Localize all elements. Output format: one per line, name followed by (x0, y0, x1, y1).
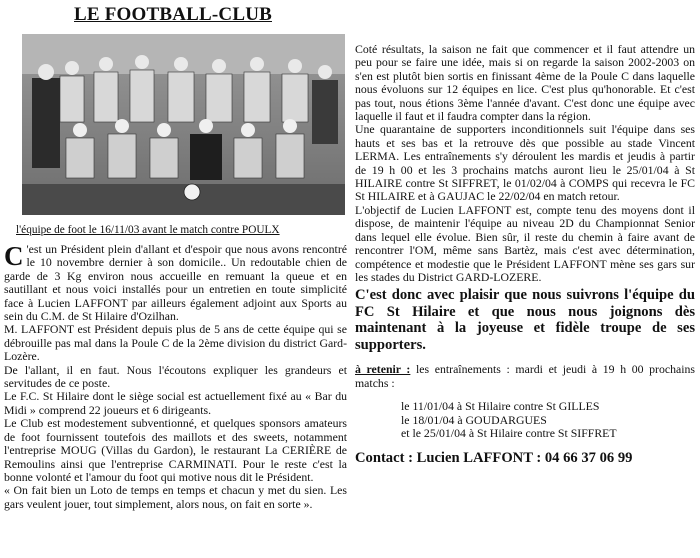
a-retenir-label: à retenir : (355, 362, 411, 377)
intro-text: 'est un Président plein d'allant et d'espoir que nous avons rencontré le 10 novembre dernier à son domicile.. Un redoutable chien de garde de 3 Kg environ nous accueille en remuant la queue et en sautillant et nous voici installés pour un entretien en toute simplicité face à Lucien LAFFONT par ailleurs également adjoint aux Sports au sein du C.M. de St Hilaire d'Ozilhan. (4, 242, 347, 324)
match-item: le 18/01/04 à GOUDARGUES (401, 412, 547, 427)
intro-paragraph (4, 243, 347, 323)
match-list (401, 400, 695, 440)
match-item: et le 25/01/04 à St Hilaire contre St SIFFRET (401, 425, 617, 440)
paragraph-allant: De l'allant, il en faut. Nous l'écoutons expliquer les grandeurs et servitudes de ce poste. (4, 362, 347, 391)
paragraph-president: M. LAFFONT est Président depuis plus de 5 ans de cette équipe qui se débrouille pas mal dans la Poule C de la 2ème division du district Gard-Lozère. (4, 322, 347, 364)
photo-caption: l'équipe de foot le 16/11/03 avant le match contre POULX (16, 224, 280, 236)
paragraph-siege: Le F.C. St Hilaire dont le siège social est actuellement fixé au « Bar du Midi » comprend 22 joueurs et 6 dirigeants. (4, 389, 347, 417)
paragraph-sponsors: Le Club est modestement subventionné, et quelques sponsors amateurs de foot fournissent toutefois des maillots et des sweets, notamment l'entreprise MOUG (Villas du Gardon), le restaurant La CERIÈRE de Remoulins ainsi que l'entreprise CARMINATI. Pour le reste c'est la bonne volonté et l'amour du foot qui motive nous dit le Président. (4, 416, 347, 484)
contact-line: Contact : Lucien LAFFONT : 04 66 37 06 99 (355, 450, 633, 467)
paragraph-loto: « On fait bien un Loto de temps en temps et chacun y met du sien. Les gars veulent jouer, tout simplement, alors nous, on fait en sorte ». (4, 483, 347, 511)
a-retenir-text: les entraînements : mardi et jeudi à 19 h 00 prochains matchs : (355, 362, 696, 390)
match-item: le 11/01/04 à St Hilaire contre St GILLES (401, 399, 600, 414)
paragraph-conclusion: C'est donc avec plaisir que nous suivrons l'équipe du FC St Hilaire et que nous nous joignons dès maintenant à la joyeuse et fidèle troupe de ses supporters. (355, 287, 695, 353)
drop-cap: C (4, 241, 24, 271)
left-column (4, 243, 347, 511)
paragraph-supporters: Une quarantaine de supporters inconditionnels suit l'équipe dans ses hauts et ses bas et la retrouve dès que possible au stade Vincent LERMA. Les entraînements s'y déroulent les mardis et jeudis à partir de 19 h 00 et les 3 prochains matchs auront lieu le 25/01/04 à St HILAIRE contre St SIFFRET, le 01/02/04 à COMPS qui recevra le FC St HILAIRE et à GAUJAC le 22/02/04 en match retour. (355, 122, 695, 204)
paragraph-resultats: Coté résultats, la saison ne fait que commencer et il faut attendre un peu pour se faire une idée, mais si on regarde la saison 2002-2003 on s'en est plutôt bien sortis en finissant 4ème de la Poule C dans laquelle nous évoluons sur 12 équipes en lice. C'est plus qu'honorable. Et c'est pas tout, nous étions 3ème l'année d'avant. C'est donc une équipe avec laquelle il faut et il faudra compter dans la région. (355, 42, 695, 124)
team-photo (22, 34, 345, 215)
team-photo-image (22, 34, 345, 215)
a-retenir (355, 363, 695, 390)
paragraph-objectif: L'objectif de Lucien LAFFONT est, compte tenu des moyens dont il dispose, de maintenir l'équipe au niveau 2D du Championnat Senior dans lequel elle évolue. Bien sûr, il reste du chemin à faire avant de rencontrer l'OM, même sans Bartèz, mais c'est avec détermination, compétence et modestie que le Président LAFFONT mène ses gars sur les stades du District GARD-LOZERE. (355, 202, 695, 284)
article-title: LE FOOTBALL-CLUB (74, 4, 272, 25)
right-column (355, 43, 695, 466)
